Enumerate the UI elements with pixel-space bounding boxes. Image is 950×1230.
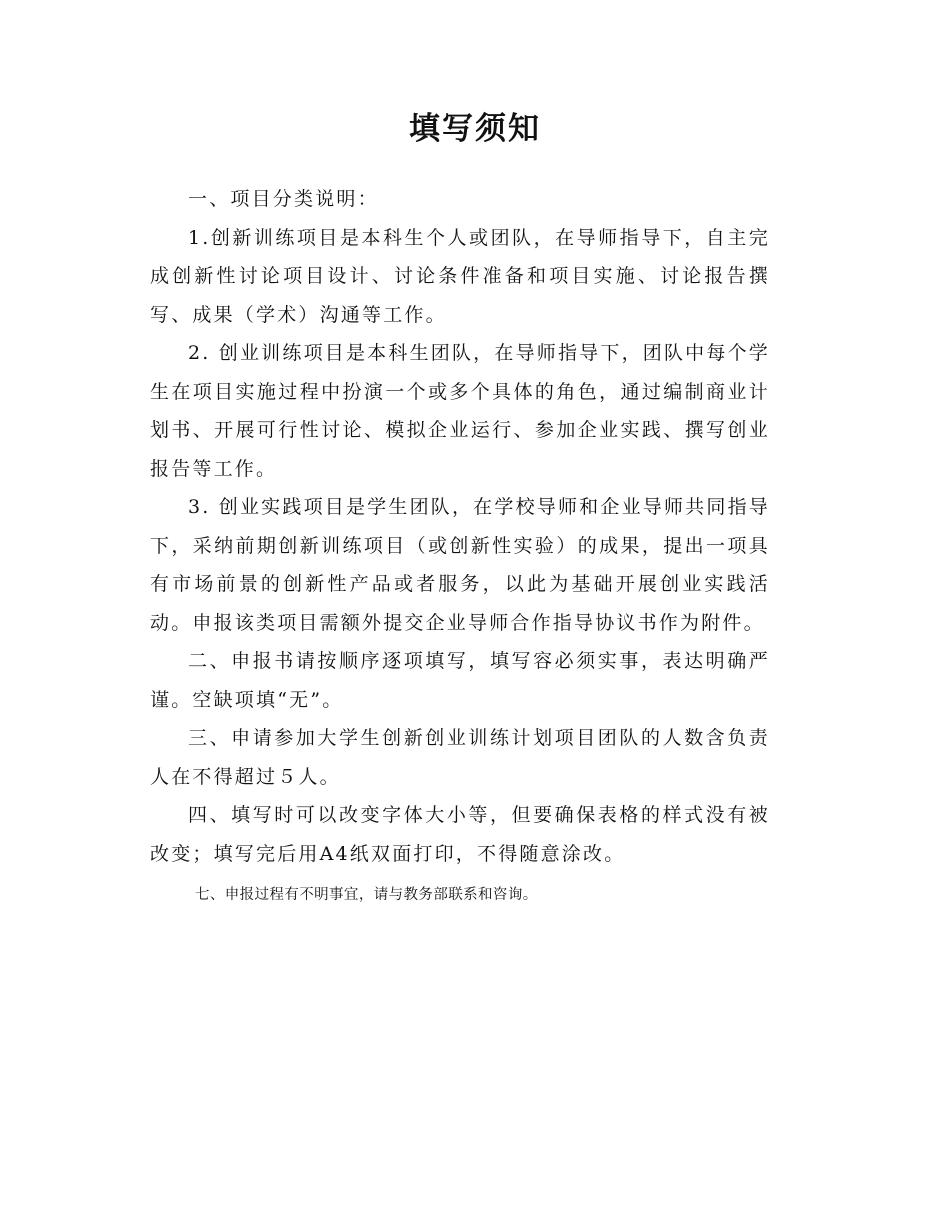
- paragraph-contact-note: 七、申报过程有不明事宜，请与教务部联系和咨询。: [194, 887, 538, 903]
- section-heading-project-categories: 一、项目分类说明：: [188, 188, 379, 210]
- page-title: 填写须知: [409, 111, 541, 147]
- paragraph-formatting-printing: 四、填写时可以改变字体大小等，但要确保表格的样式没有被改变；填写完后用A4纸双面打印，不得随意涂改。: [150, 804, 770, 865]
- paragraph-entrepreneurship-training: 2. 创业训练项目是本科生团队，在导师指导下，团队中每个学生在项目实施过程中扮演一个或多个具体的角色，通过编制商业计划书、开展可行性讨论、模拟企业运行、参加企业实践、撰写创业报告等工作。: [150, 342, 770, 480]
- paragraph-entrepreneurship-practice: 3. 创业实践项目是学生团队，在学校导师和企业导师共同指导下，采纳前期创新训练项目（或创新性实验）的成果，提出一项具有市场前景的创新性产品或者服务，以此为基础开展创业实践活动。申报该类项目需额外提交企业导师合作指导协议书作为附件。: [150, 496, 770, 634]
- paragraph-innovation-training: 1.创新训练项目是本科生个人或团队，在导师指导下，自主完成创新性讨论项目设计、讨论条件准备和项目实施、讨论报告撰写、成果（学术）沟通等工作。: [150, 226, 770, 326]
- paragraph-team-size: 三、申请参加大学生创新创业训练计划项目团队的人数含负责人在不得超过５人。: [150, 727, 770, 788]
- instructions-body: [150, 180, 770, 907]
- paragraph-fill-order: 二、申报书请按顺序逐项填写，填写容必须实事，表达明确严谨。空缺项填“无”。: [150, 650, 770, 711]
